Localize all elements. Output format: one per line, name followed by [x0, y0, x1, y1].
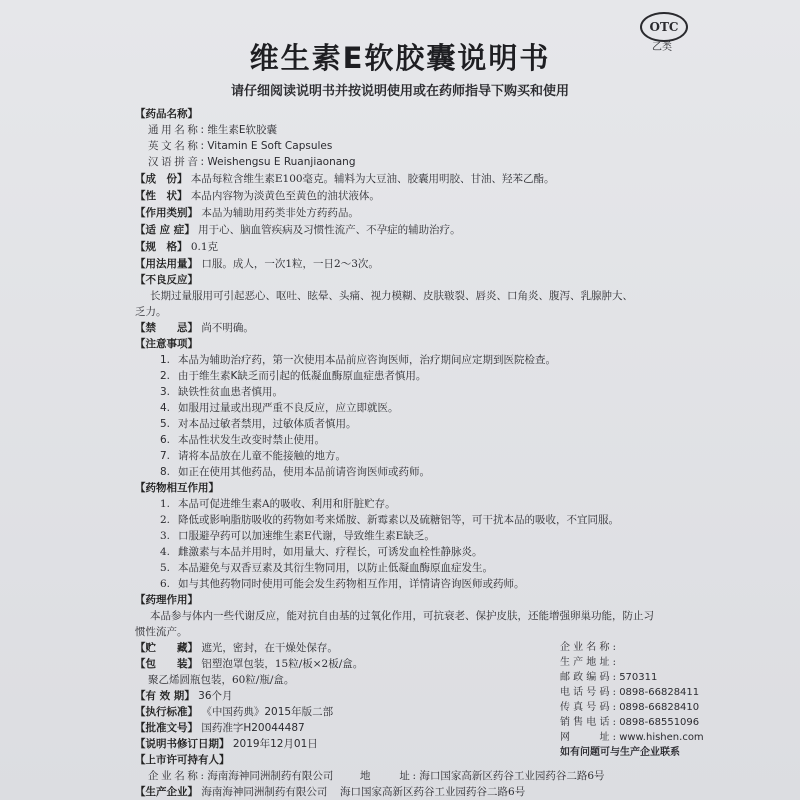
interaction-item: 5. 本品避免与双香豆素及其衍生物同用，以防止低凝血酶原血症发生。 — [160, 562, 493, 574]
precaution-item: 4. 如服用过量或出现严重不良反应，应立即就医。 — [160, 402, 399, 414]
section-license-holder: 【 上市许可持有人 】 — [135, 754, 230, 766]
category-text: 本品为辅助用药类非处方药药品。 — [201, 207, 359, 219]
section-dosage: 【 用法用量 】 — [135, 258, 198, 270]
fax-value: 0898-66828410 — [619, 702, 700, 713]
manufacturer-name-value: 海南海神同洲制药有限公司 — [201, 786, 328, 798]
validity-text: 36个月 — [198, 690, 233, 702]
footer-note: 如有问题可与生产企业联系 — [560, 747, 680, 758]
manufacturer-address-value: 海口国家高新区药谷工业园药谷二路6号 — [340, 786, 526, 798]
package-text-line-2: 聚乙烯圆瓶包装，60粒/瓶/盒。 — [148, 674, 295, 686]
pharmacology-text-line-2: 惯性流产。 — [135, 626, 188, 638]
pinyin-name-value: Weishengsu E Ruanjiaonang — [207, 156, 356, 168]
generic-name-value: 维生素E软胶囊 — [207, 124, 277, 136]
adverse-text-line-2: 乏力。 — [135, 306, 167, 318]
section-standard: 【 执行标准 】 — [135, 706, 198, 718]
interaction-item: 2. 降低或影响脂肪吸收的药物如考来烯胺、新霉素以及硫糖铝等，可干扰本品的吸收，不宜同服。 — [160, 514, 619, 526]
phone-label: 电话号码: — [560, 687, 616, 698]
sales-phone-label: 销售电话: — [560, 717, 616, 728]
section-category: 【 作用类别 】 — [135, 207, 198, 219]
section-manufacturer: 【 生产企业 】 — [135, 786, 198, 798]
phone-value: 0898-66828411 — [619, 687, 700, 698]
indications-text: 用于心、脑血管疾病及习惯性流产、不孕症的辅助治疗。 — [198, 224, 461, 236]
precaution-item: 5. 对本品过敏者禁用，过敏体质者慎用。 — [160, 418, 357, 430]
revision-date-text: 2019年12月01日 — [232, 738, 318, 750]
interaction-item: 1. 本品可促进维生素A的吸收、利用和肝脏贮存。 — [160, 498, 396, 510]
section-package: 【 包 装 】 — [135, 658, 198, 670]
pinyin-name-label: 汉语拼音: — [148, 156, 204, 168]
manufacturer-details — [560, 640, 790, 760]
section-pharmacology: 【 药理作用 】 — [135, 594, 198, 606]
generic-name-label: 通用名称: — [148, 124, 204, 136]
document-title: 维生素E软胶囊说明书 — [249, 41, 551, 75]
standard-text: 《中国药典》2015年版二部 — [201, 706, 334, 718]
website-value: www.hishen.com — [619, 732, 704, 743]
storage-text: 遮光，密封，在干燥处保存。 — [201, 642, 338, 654]
section-storage: 【 贮 藏 】 — [135, 642, 198, 654]
precaution-item: 2. 由于维生素K缺乏而引起的低凝血酶原血症患者慎用。 — [160, 370, 427, 382]
approval-text: 国药准字H20044487 — [201, 722, 305, 734]
character-text: 本品内容物为淡黄色至黄色的油状液体。 — [190, 190, 380, 202]
contraindications-text: 尚不明确。 — [201, 322, 254, 334]
english-name-label: 英文名称: — [148, 140, 204, 152]
adverse-text-line-1: 长期过量服用可引起恶心、呕吐、眩晕、头痛、视力模糊、皮肤皲裂、唇炎、口角炎、腹泻、乳腺肿大、 — [150, 290, 633, 302]
sales-phone-value: 0898-68551096 — [619, 717, 700, 728]
section-adverse: 【 不良反应 】 — [135, 274, 198, 286]
dosage-text: 口服。成人，一次1粒，一日2～3次。 — [201, 258, 379, 270]
composition-text: 本品每粒含维生素E100毫克。辅料为大豆油、胶囊用明胶、甘油、羟苯乙酯。 — [190, 173, 555, 185]
interaction-item: 6. 如与其他药物同时使用可能会发生药物相互作用，详情请咨询医师或药师。 — [160, 578, 525, 590]
package-text-line-1: 铝塑泡罩包装，15粒/板×2板/盒。 — [201, 658, 364, 670]
zip-code-value: 570311 — [619, 672, 658, 683]
holder-name-label: 企业名称: — [148, 770, 204, 782]
zip-code-label: 邮政编码: — [560, 672, 616, 683]
precaution-item: 7. 请将本品放在儿童不能接触的地方。 — [160, 450, 346, 462]
section-drug-name: 【 药品名称 】 — [135, 108, 198, 120]
pharmacology-text-line-1: 本品参与体内一些代谢反应，能对抗自由基的过氧化作用，可抗衰老、保护皮肤，还能增强卵巢功能，防止习 — [150, 610, 654, 622]
section-approval: 【 批准文号 】 — [135, 722, 198, 734]
precaution-item: 6. 本品性状发生改变时禁止使用。 — [160, 434, 325, 446]
precaution-item: 8. 如正在使用其他药品，使用本品前请咨询医师或药师。 — [160, 466, 430, 478]
holder-address-value: 海口国家高新区药谷工业园药谷二路6号 — [419, 770, 605, 782]
manufacturer-address-label: 生产地址: — [560, 657, 616, 668]
section-contraindications: 【 禁 忌 】 — [135, 322, 198, 334]
fax-label: 传真号码: — [560, 702, 616, 713]
english-name-value: Vitamin E Soft Capsules — [207, 140, 333, 152]
section-validity: 【 有 效 期 】 — [135, 690, 195, 702]
holder-address-label: 地 址: — [360, 770, 417, 782]
precaution-item: 1. 本品为辅助治疗药，第一次使用本品前应咨询医师，治疗期间应定期到医院检查。 — [160, 354, 556, 366]
interaction-item: 4. 雌激素与本品并用时，如用量大、疗程长，可诱发血栓性静脉炎。 — [160, 546, 483, 558]
interaction-item: 3. 口服避孕药可以加速维生素E代谢，导致维生素E缺乏。 — [160, 530, 435, 542]
section-spec: 【 规 格 】 — [135, 241, 188, 253]
otc-class-label: 乙类 — [652, 42, 672, 53]
document-subtitle: 请仔细阅读说明书并按说明使用或在药师指导下购买和使用 — [230, 84, 569, 99]
section-composition: 【 成 份 】 — [135, 173, 188, 185]
section-character: 【 性 状 】 — [135, 190, 188, 202]
section-interactions: 【 药物相互作用 】 — [135, 482, 219, 494]
precaution-item: 3. 缺铁性贫血患者慎用。 — [160, 386, 283, 398]
spec-text: 0.1克 — [190, 241, 219, 253]
website-label: 网 址: — [560, 732, 616, 743]
section-indications: 【 适 应 症 】 — [135, 224, 195, 236]
manufacturer-name-label: 企业名称: — [560, 642, 616, 653]
section-precautions: 【 注意事项 】 — [135, 338, 198, 350]
holder-name-value: 海南海神同洲制药有限公司 — [207, 770, 334, 782]
section-revision-date: 【 说明书修订日期 】 — [135, 738, 230, 750]
otc-badge: OTC — [640, 12, 688, 42]
